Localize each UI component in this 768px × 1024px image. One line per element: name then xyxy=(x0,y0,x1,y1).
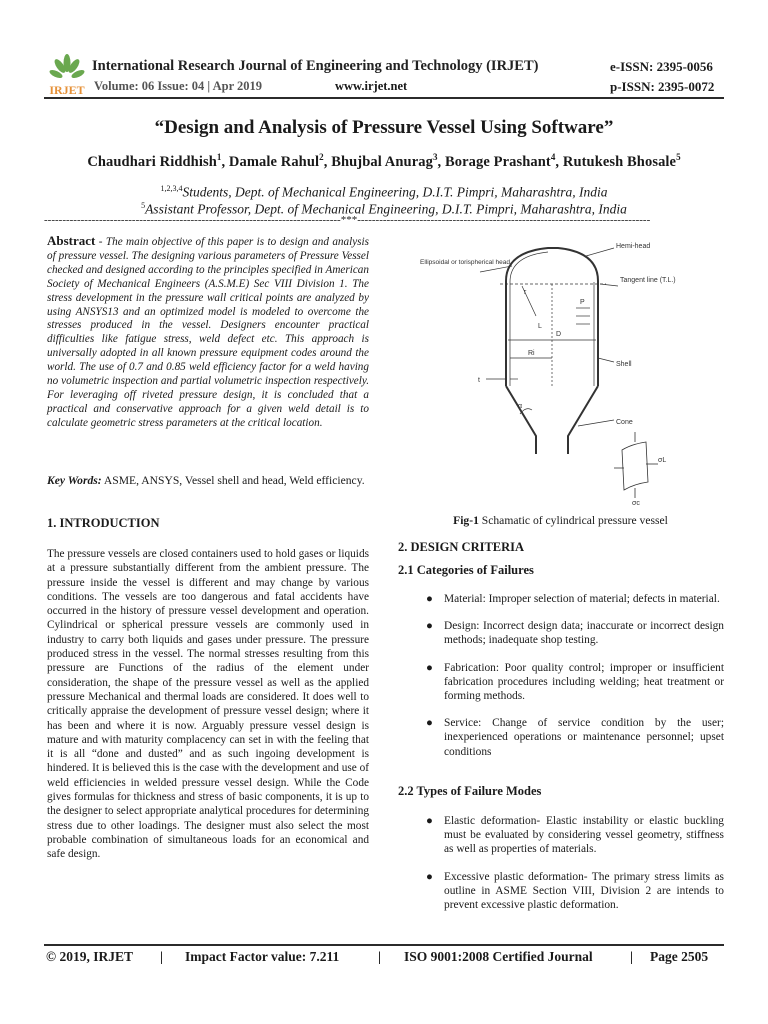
fig-label-ri: Ri xyxy=(528,350,535,357)
list-item: ● Elastic deformation- Elastic instability or elastic buckling must be evaluated by considering vessel geometry, stiffness as well as properties of materials. xyxy=(426,815,724,856)
volume-issue: Volume: 06 Issue: 04 | Apr 2019 xyxy=(94,79,263,93)
affiliation-students: $^{1,2,3,4}$Students, Dept. of Mechanical Engineering, D.I.T. Pimpri, Maharashtra, India xyxy=(160,184,608,200)
author: Bhujbal Anurag xyxy=(331,153,433,170)
author: Damale Rahul xyxy=(228,153,320,170)
fig-label-p: P xyxy=(580,299,585,306)
irjet-logo xyxy=(44,52,90,96)
fig-label-t: t xyxy=(478,377,480,384)
abstract-text: - The main objective of this paper is to design and analysis of pressure vessel. The designing various parameters of Pressure Vessel checked and designed according to the principles specified in American Society of Mechanical Engineers (A.S.M.E) Sec VIII Division 1. The stress development in the pressure wall critical points are analyzed by using ANSYS13 and an optimized model is modeled to overcome the stresses produced in the vessel. Designers encounter practical difficulties like fatigue stress, weld defect etc. This approach is universally adopted in all known pressure equipment codes around the world. The use of 0.7 and 0.85 weld efficiency factor for a weld having no volumetric inspection and partial volumetric inspection respectively. For leveraging off riveted pressure design, it is concluded that a practical and conservative approach for a given weld detail is to calculate geometric stress parameters at the critical location. xyxy=(47,236,369,429)
fig-label-l: L xyxy=(538,323,542,330)
footer-divider: | xyxy=(160,949,163,964)
paper-title: “Design and Analysis of Pressure Vessel Using Software” xyxy=(154,117,614,138)
author: Borage Prashant xyxy=(445,153,551,170)
failure-modes-list xyxy=(398,814,724,912)
keywords-label: Key Words: xyxy=(47,474,102,487)
author: Rutukesh Bhosale xyxy=(562,153,677,170)
fig-label-head-left: Ellipsoidal or torispherical head xyxy=(420,259,510,266)
abstract xyxy=(47,234,369,431)
failure-categories-list xyxy=(398,592,724,759)
affiliation-professor: $^5$Assistant Professor, Dept. of Mechanical Engineering, D.I.T. Pimpri, Maharashtra, India xyxy=(141,201,627,217)
e-issn: e-ISSN: 2395-0056 xyxy=(610,59,713,74)
list-item: ● Design: Incorrect design data; inaccurate or incorrect design methods; inadequate shop testing. xyxy=(426,620,724,647)
footer-iso: ISO 9001:2008 Certified Journal xyxy=(404,949,593,964)
fig-label-hemi: Hemi-head xyxy=(616,243,651,250)
fig-label-sigma-l: σL xyxy=(658,457,667,464)
footer-copyright: © 2019, IRJET xyxy=(46,949,133,964)
list-item: ● Excessive plastic deformation- The primary stress limits as outline in ASME Section VIII, Division 2 are intends to prevent excessive plastic deformation. xyxy=(426,870,724,912)
fig-label-d: D xyxy=(556,331,562,338)
fig-label-cone: Cone xyxy=(616,419,633,426)
keywords-text: ASME, ANSYS, Vessel shell and head, Weld efficiency. xyxy=(101,474,365,487)
keywords xyxy=(47,474,369,488)
fig-label-tangent: Tangent line (T.L.) xyxy=(620,277,676,284)
figure-caption: Fig-1 Schamatic of cylindrical pressure vessel xyxy=(453,514,668,527)
header-rule xyxy=(44,97,724,99)
logo-text: IRJET xyxy=(49,83,85,96)
fig-label-sigma-c: σc xyxy=(632,500,640,506)
journal-title: International Research Journal of Engineering and Technology (IRJET) xyxy=(92,58,539,74)
fig-label-alpha: α xyxy=(518,403,523,410)
p-issn: p-ISSN: 2395-0072 xyxy=(610,79,715,94)
author: Chaudhari Riddhish xyxy=(87,153,217,170)
footer-rule xyxy=(44,944,724,946)
pressure-vessel-figure xyxy=(418,236,676,506)
abstract-label: Abstract xyxy=(47,233,96,248)
fig-label-r: r xyxy=(524,289,527,296)
author-list: Chaudhari Riddhish$^1$, Damale Rahul$^2$, Bhujbal Anurag$^3$, Borage Prashant$^4$, Rutukesh Bhosale$^5$ xyxy=(87,152,681,170)
introduction-body: The pressure vessels are closed containers used to hold gases or liquids at a pressure substantially different from the ambient pressure. The pressure inside the vessel is different and may change by various conditions. The vessels are too dangerous and fatal accidents have occurred in the history of pressure vessel development and operation. Cylindrical or spherical pressure vessels are commonly used in industry to carry both liquids and gases under pressure. The pressure produced stress in the vessel. The normal stresses resulting from this pressure are Functions of the radius of the element under consideration, the shape of the pressure vessel as well as the applied pressure Mechanical and thermal loads are considered. It does well to critically appraise the development of pressure vessel design; where it has been and where it is now. Arguably pressure vessel design is mature and with maturity complacency can set in with the feeling that it is all “done and dusted” and as such ingoing development is hindered. It is believed this is the case with the development and use of weld efficiencies in welded pressure vessel design. While the Code gives formulas for thickness and stress of basic components, it is up to the designer to select appropriate analytical procedures for determining stress due to other loadings. The designer must also select the most probable combination of simultaneous loads for an economical and safe design. xyxy=(47,548,369,861)
failure-modes-heading: 2.2 Types of Failure Modes xyxy=(398,784,542,798)
list-item: ● Service: Change of service condition by the user; inexperienced operations or maintenance personnel; upset conditions xyxy=(426,717,724,758)
section-separator: ---------------------------------------------------------------------------------***-------------------------------------------------------------------------------- xyxy=(44,214,651,226)
footer-impact: Impact Factor value: 7.211 xyxy=(185,949,340,964)
introduction-heading: 1. INTRODUCTION xyxy=(47,516,160,530)
list-item: ● Fabrication: Poor quality control; improper or insufficient fabrication procedures including welding; heat treatment or forming methods. xyxy=(426,661,724,703)
categories-heading: 2.1 Categories of Failures xyxy=(398,563,534,577)
footer-divider: | xyxy=(630,949,633,964)
footer-divider: | xyxy=(378,949,381,964)
journal-website[interactable]: www.irjet.net xyxy=(335,79,408,93)
design-criteria-heading: 2. DESIGN CRITERIA xyxy=(398,540,525,554)
fig-label-shell: Shell xyxy=(616,361,632,368)
footer-page: Page 2505 xyxy=(650,949,709,964)
list-item: ● Material: Improper selection of material; defects in material. xyxy=(426,593,720,605)
